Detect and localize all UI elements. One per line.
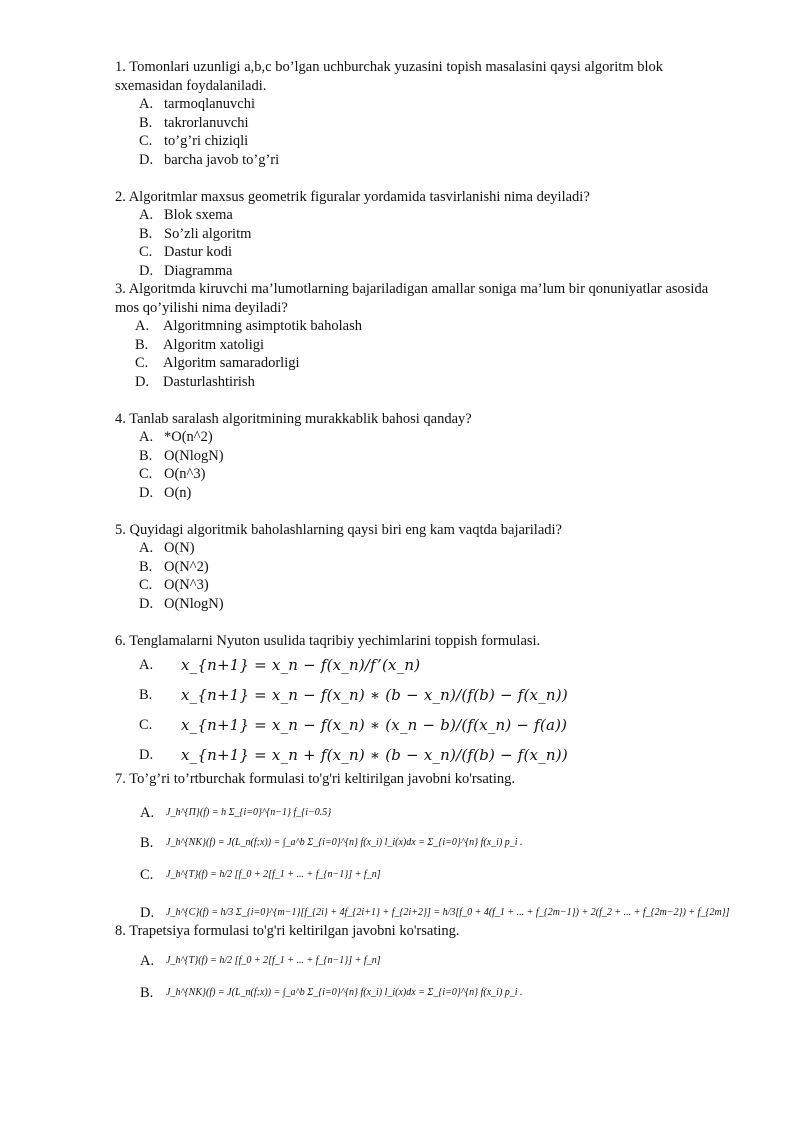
question-text: 8. Trapetsiya formulasi to'g'ri keltirilgan javobni ko'rsating.	[115, 922, 460, 939]
options-list	[139, 539, 730, 613]
option-letter: A.	[140, 953, 155, 969]
option-letter: A.	[139, 96, 154, 112]
question-text: 3. Algoritmda kiruvchi ma’lumotlarning bajariladigan amallar soniga ma’lum bir qonuniyatlar asosida mos qo’yilishi nima deyiladi?	[115, 281, 709, 316]
option-letter: D.	[139, 484, 154, 501]
options-list	[139, 428, 730, 502]
option-c	[140, 852, 730, 884]
option-text: barcha javob to’g’ri	[164, 151, 280, 168]
option-letter: B.	[140, 834, 154, 851]
option-a	[139, 650, 730, 680]
option-d	[139, 484, 730, 503]
option-b	[139, 114, 730, 133]
option-letter: C.	[139, 244, 153, 260]
option-letter: B.	[140, 985, 154, 1001]
option-letter: D.	[140, 904, 155, 921]
option-b	[139, 680, 730, 710]
option-text: tarmoqlanuvchi	[164, 96, 256, 112]
option-letter: A.	[140, 804, 155, 821]
question-8	[115, 922, 730, 1003]
formula-text: J_h^{C}(f) = h/3 Σ_{i=0}^{m−1}[f_{2i} + 4f_{2i+1} + f_{2i+2}] = h/3[f_0 + 4(f_1 + ... + f_{2m−1}) + 2(f_2 + ... + f_{2m−2}) + f_{2m}]	[166, 906, 730, 918]
option-letter: B.	[139, 686, 153, 703]
option-text: Dasturlashtirish	[163, 373, 255, 390]
option-letter: D.	[139, 262, 154, 279]
option-letter: D.	[139, 746, 154, 763]
option-d	[139, 740, 730, 770]
question-text: 6. Tenglamalarni Nyuton usulida taqribiy yechimlarini toppish formulasi.	[115, 632, 541, 649]
option-text: Algoritm xatoligi	[163, 336, 265, 353]
option-d	[139, 262, 730, 281]
formula-text: J_h^{T}(f) = h/2 [f_0 + 2[f_1 + ... + f_{n−1}] + f_n]	[166, 955, 381, 966]
option-text: O(n)	[164, 484, 192, 501]
option-text: Diagramma	[164, 262, 233, 279]
option-letter: A.	[139, 656, 154, 673]
question-6	[115, 632, 730, 771]
option-letter: C.	[139, 577, 153, 593]
option-c	[139, 465, 730, 484]
option-text: So’zli algoritm	[164, 225, 252, 242]
question-7	[115, 770, 730, 922]
option-letter: A.	[135, 318, 150, 334]
option-b	[140, 822, 730, 852]
option-c	[139, 576, 730, 595]
formula-text: J_h^{П}(f) = h Σ_{i=0}^{n−1} f_{i−0.5}	[166, 806, 332, 818]
option-letter: B.	[139, 114, 153, 131]
option-a	[135, 317, 730, 336]
option-c	[139, 710, 730, 740]
question-text: 7. To’g’ri to’rtburchak formulasi to'g'ri keltirilgan javobni ko'rsating.	[115, 771, 515, 787]
option-a	[139, 428, 730, 447]
option-b	[135, 336, 730, 355]
option-d	[140, 884, 730, 922]
option-letter: A.	[139, 207, 154, 223]
option-text: O(N^3)	[164, 577, 209, 593]
option-a	[139, 95, 730, 114]
option-a	[139, 539, 730, 558]
question-text: 1. Tomonlari uzunligi a,b,c bo’lgan uchburchak yuzasini topish masalasini qaysi algoritm blok sxemasidan foydalaniladi.	[115, 59, 663, 94]
option-letter: C.	[139, 716, 153, 733]
option-a	[140, 940, 730, 970]
option-letter: D.	[139, 151, 154, 168]
options-list	[135, 317, 730, 391]
document-page	[115, 58, 730, 1002]
option-text: O(n^3)	[164, 466, 206, 482]
formula-text: J_h^{T}(f) = h/2 [f_0 + 2[f_1 + ... + f_{n−1}] + f_n]	[166, 868, 381, 880]
option-b	[139, 447, 730, 466]
option-letter: A.	[139, 540, 154, 556]
option-a	[140, 789, 730, 822]
option-d	[139, 151, 730, 170]
option-letter: B.	[139, 225, 153, 242]
formula-text: J_h^{NK}(f) = J(L_n(f;x)) = ∫_a^b Σ_{i=0}^{n} f(x_i) l_i(x)dx = Σ_{i=0}^{n} f(x_i) p_i .	[166, 836, 523, 848]
option-c	[139, 132, 730, 151]
formula-text: J_h^{NK}(f) = J(L_n(f;x)) = ∫_a^b Σ_{i=0}^{n} f(x_i) l_i(x)dx = Σ_{i=0}^{n} f(x_i) p_i .	[166, 987, 523, 998]
question-text: 4. Tanlab saralash algoritmining murakkablik bahosi qanday?	[115, 410, 472, 427]
option-letter: D.	[135, 373, 150, 390]
formula-text: x_{n+1} = x_n − f(x_n) ∗ (b − x_n)/(f(b) − f(x_n))	[181, 685, 568, 704]
question-text: 2. Algoritmlar maxsus geometrik figuralar yordamida tasvirlanishi nima deyiladi?	[115, 188, 590, 205]
option-letter: A.	[139, 429, 154, 445]
option-letter: B.	[139, 558, 153, 575]
option-b	[139, 225, 730, 244]
option-c	[135, 354, 730, 373]
question-2	[115, 188, 730, 281]
option-b	[140, 970, 730, 1002]
option-text: O(N)	[164, 540, 195, 556]
option-letter: C.	[140, 866, 154, 883]
option-text: Algoritm samaradorligi	[163, 355, 300, 371]
options-list	[139, 206, 730, 280]
option-text: O(N^2)	[164, 558, 209, 575]
option-text: Blok sxema	[164, 207, 233, 223]
option-letter: C.	[139, 466, 153, 482]
question-text: 5. Quyidagi algoritmik baholashlarning qaysi biri eng kam vaqtda bajariladi?	[115, 521, 562, 538]
option-text: takrorlanuvchi	[164, 114, 249, 131]
option-letter: B.	[135, 336, 149, 353]
option-text: O(NlogN)	[164, 595, 224, 612]
option-text: to’g’ri chiziqli	[164, 133, 249, 149]
question-3	[115, 280, 730, 391]
question-4	[115, 410, 730, 503]
question-1	[115, 58, 730, 169]
formula-text: x_{n+1} = x_n − f(x_n) ∗ (x_n − b)/(f(x_n) − f(a))	[181, 715, 568, 734]
option-text: *O(n^2)	[164, 429, 213, 445]
option-text: O(NlogN)	[164, 447, 224, 464]
formula-text: x_{n+1} = x_n + f(x_n) ∗ (b − x_n)/(f(b) − f(x_n))	[181, 745, 568, 764]
option-a	[139, 206, 730, 225]
formula-text: x_{n+1} = x_n − f(x_n)/f’(x_n)	[181, 655, 421, 674]
option-d	[135, 373, 730, 392]
option-letter: C.	[135, 355, 149, 371]
option-text: Dastur kodi	[164, 244, 233, 260]
option-letter: B.	[139, 447, 153, 464]
option-text: Algoritmning asimptotik baholash	[163, 318, 362, 334]
option-letter: C.	[139, 133, 153, 149]
options-list	[139, 95, 730, 169]
option-letter: D.	[139, 595, 154, 612]
question-5	[115, 521, 730, 614]
option-c	[139, 243, 730, 262]
option-b	[139, 558, 730, 577]
option-d	[139, 595, 730, 614]
